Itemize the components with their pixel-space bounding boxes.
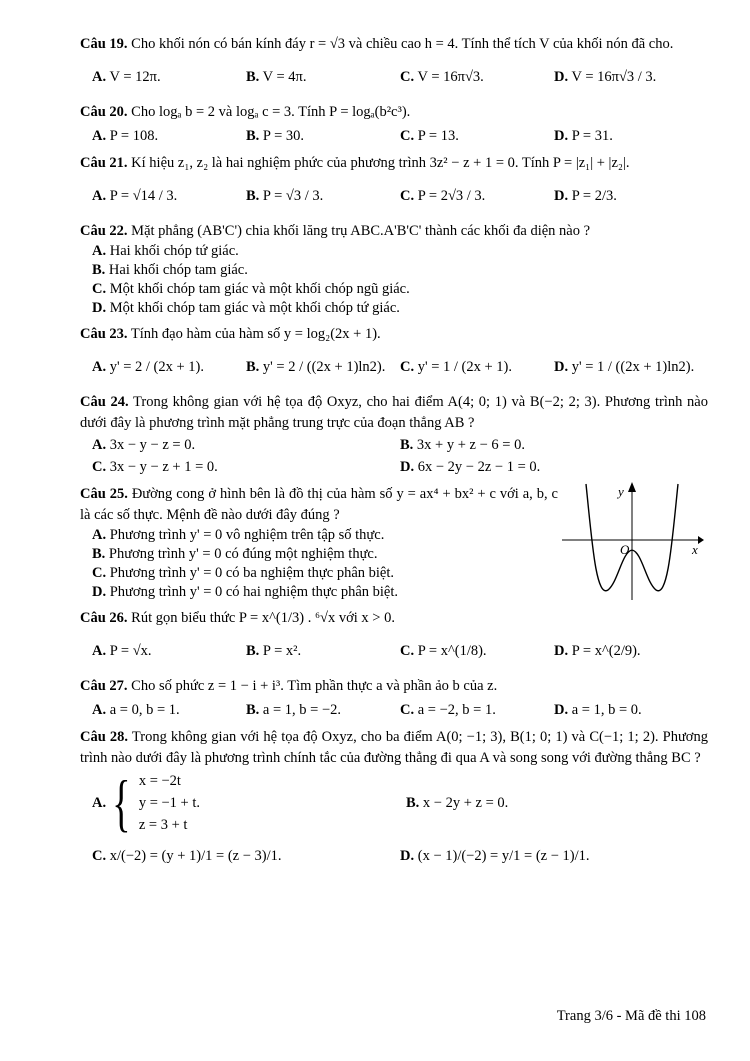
option-d[interactable]: D. 6x − 2y − 2z − 1 = 0.: [400, 459, 541, 475]
question-text: Trong không gian với hệ tọa độ Oxyz, cho hai điểm A(4; 0; 1) và B(−2; 2; 3). Phương trình nào dưới đây là phương trình mặt phẳng trung trực của đoạn thẳng AB ?: [80, 394, 708, 431]
option-c[interactable]: C. x/(−2) = (y + 1)/1 = (z − 3)/1.: [92, 847, 282, 864]
x-axis-arrow: [698, 536, 704, 544]
option-d[interactable]: D. P = x^(2/9).: [554, 642, 641, 659]
question-21: [80, 153, 708, 215]
option-d[interactable]: D. P = 31.: [554, 128, 613, 144]
question-20: [80, 102, 708, 147]
question-number: Câu 19.: [80, 36, 128, 52]
question-text: Cho số phức z = 1 − i + i³. Tìm phần thực a và phần ảo b của z.: [131, 678, 498, 694]
option-a[interactable]: A. V = 12π.: [92, 68, 161, 85]
question-number: Câu 24.: [80, 394, 129, 410]
question-text: Kí hiệu z₁, z₂ là hai nghiệm phức của phương trình 3z² − z + 1 = 0. Tính P = |z₁| + |z₂|.: [131, 155, 630, 171]
option-a[interactable]: A. 3x − y − z = 0.: [92, 437, 196, 453]
question-text: Cho khối nón có bán kính đáy r = √3 và chiều cao h = 4. Tính thể tích V của khối nón đã cho.: [131, 36, 674, 52]
option-a[interactable]: A. y' = 2 / (2x + 1).: [92, 358, 205, 375]
option-d[interactable]: D. a = 1, b = 0.: [554, 702, 642, 718]
question-number: Câu 22.: [80, 223, 128, 239]
y-axis-label: y: [618, 484, 624, 499]
question-number: Câu 23.: [80, 326, 128, 342]
question-number: Câu 26.: [80, 610, 128, 626]
option-b[interactable]: B. P = 30.: [246, 128, 305, 144]
question-number: Câu 20.: [80, 104, 128, 120]
question-text: Đường cong ở hình bên là đồ thị của hàm số y = ax⁴ + bx² + c với a, b, c là các số thực. Mệnh đề nào dưới đây đúng ?: [80, 486, 558, 523]
option-c[interactable]: C. a = −2, b = 1.: [400, 702, 496, 718]
option-d[interactable]: D. V = 16π√3 / 3.: [554, 68, 657, 85]
system-brace: {: [112, 767, 131, 838]
question-number: Câu 25.: [80, 486, 128, 502]
question-26: [80, 608, 708, 670]
question-text: Mặt phẳng (AB'C') chia khối lăng trụ ABC.A'B'C' thành các khối đa diện nào ?: [131, 223, 591, 239]
option-c[interactable]: C. y' = 1 / (2x + 1).: [400, 358, 513, 375]
question-number: Câu 27.: [80, 678, 128, 694]
option-a[interactable]: A. { x = −2t y = −1 + t. z = 3 + t: [92, 767, 201, 838]
question-text: Trong không gian với hệ tọa độ Oxyz, cho ba điểm A(0; −1; 3), B(1; 0; 1) và C(−1; 1; 2). Phương trình nào dưới đây là phương trình chính tắc của đường thẳng đi qua A và song song với đường thẳng BC ?: [80, 729, 708, 766]
option-a[interactable]: A. P = 108.: [92, 128, 159, 144]
option-d[interactable]: D. P = 2/3.: [554, 187, 617, 204]
option-a[interactable]: A. P = √x.: [92, 642, 152, 659]
option-d[interactable]: D. Một khối chóp tam giác và một khối chóp tứ giác.: [92, 300, 400, 316]
exam-page: [80, 34, 708, 881]
question-text: Rút gọn biểu thức P = x^(1/3) . ⁶√x với x > 0.: [131, 610, 395, 626]
option-a[interactable]: A. Phương trình y' = 0 vô nghiệm trên tập số thực.: [92, 527, 385, 543]
option-b[interactable]: B. P = x².: [246, 642, 302, 659]
option-c[interactable]: C. V = 16π√3.: [400, 68, 484, 85]
page-footer: Trang 3/6 - Mã đề thi 108: [556, 1008, 706, 1024]
option-d[interactable]: D. (x − 1)/(−2) = y/1 = (z − 1)/1.: [400, 847, 590, 864]
question-27: [80, 676, 708, 721]
question-22: [80, 221, 708, 318]
option-c[interactable]: C. 3x − y − z + 1 = 0.: [92, 459, 218, 475]
question-23: [80, 324, 708, 386]
option-b[interactable]: B. a = 1, b = −2.: [246, 702, 342, 718]
option-c[interactable]: C. P = 2√3 / 3.: [400, 187, 486, 204]
question-text: Tính đạo hàm của hàm số y = log₂(2x + 1).: [130, 326, 381, 342]
option-c[interactable]: C. Phương trình y' = 0 có ba nghiệm thực phân biệt.: [92, 565, 394, 581]
option-a[interactable]: A. P = √14 / 3.: [92, 187, 178, 204]
option-b[interactable]: B. x − 2y + z = 0.: [406, 794, 509, 811]
option-c[interactable]: C. P = x^(1/8).: [400, 642, 487, 659]
question-28: [80, 727, 708, 875]
question-number: Câu 28.: [80, 729, 129, 745]
question-24: [80, 392, 708, 478]
option-b[interactable]: B. Phương trình y' = 0 có đúng một nghiệm thực.: [92, 546, 378, 562]
question-text: Cho logₐ b = 2 và logₐ c = 3. Tính P = logₐ(b²c³).: [131, 104, 411, 120]
question-number: Câu 21.: [80, 155, 128, 171]
origin-label: O: [620, 542, 630, 557]
option-d[interactable]: D. y' = 1 / ((2x + 1)ln2).: [554, 358, 695, 375]
option-c[interactable]: C. Một khối chóp tam giác và một khối chóp ngũ giác.: [92, 281, 410, 297]
quartic-graph: [562, 482, 704, 602]
option-b[interactable]: B. P = √3 / 3.: [246, 187, 324, 204]
question-25: [80, 484, 708, 602]
option-a[interactable]: A. Hai khối chóp tứ giác.: [92, 243, 239, 259]
option-c[interactable]: C. P = 13.: [400, 128, 459, 144]
option-b[interactable]: B. 3x + y + z − 6 = 0.: [400, 437, 525, 453]
option-d[interactable]: D. Phương trình y' = 0 có hai nghiệm thực phân biệt.: [92, 584, 399, 600]
x-axis-label: x: [692, 542, 698, 557]
option-a[interactable]: A. a = 0, b = 1.: [92, 702, 180, 718]
y-axis-arrow: [628, 482, 636, 492]
option-b[interactable]: B. y' = 2 / ((2x + 1)ln2).: [246, 358, 386, 375]
question-19: [80, 34, 708, 96]
option-b[interactable]: B. Hai khối chóp tam giác.: [92, 262, 248, 278]
option-b[interactable]: B. V = 4π.: [246, 68, 307, 85]
